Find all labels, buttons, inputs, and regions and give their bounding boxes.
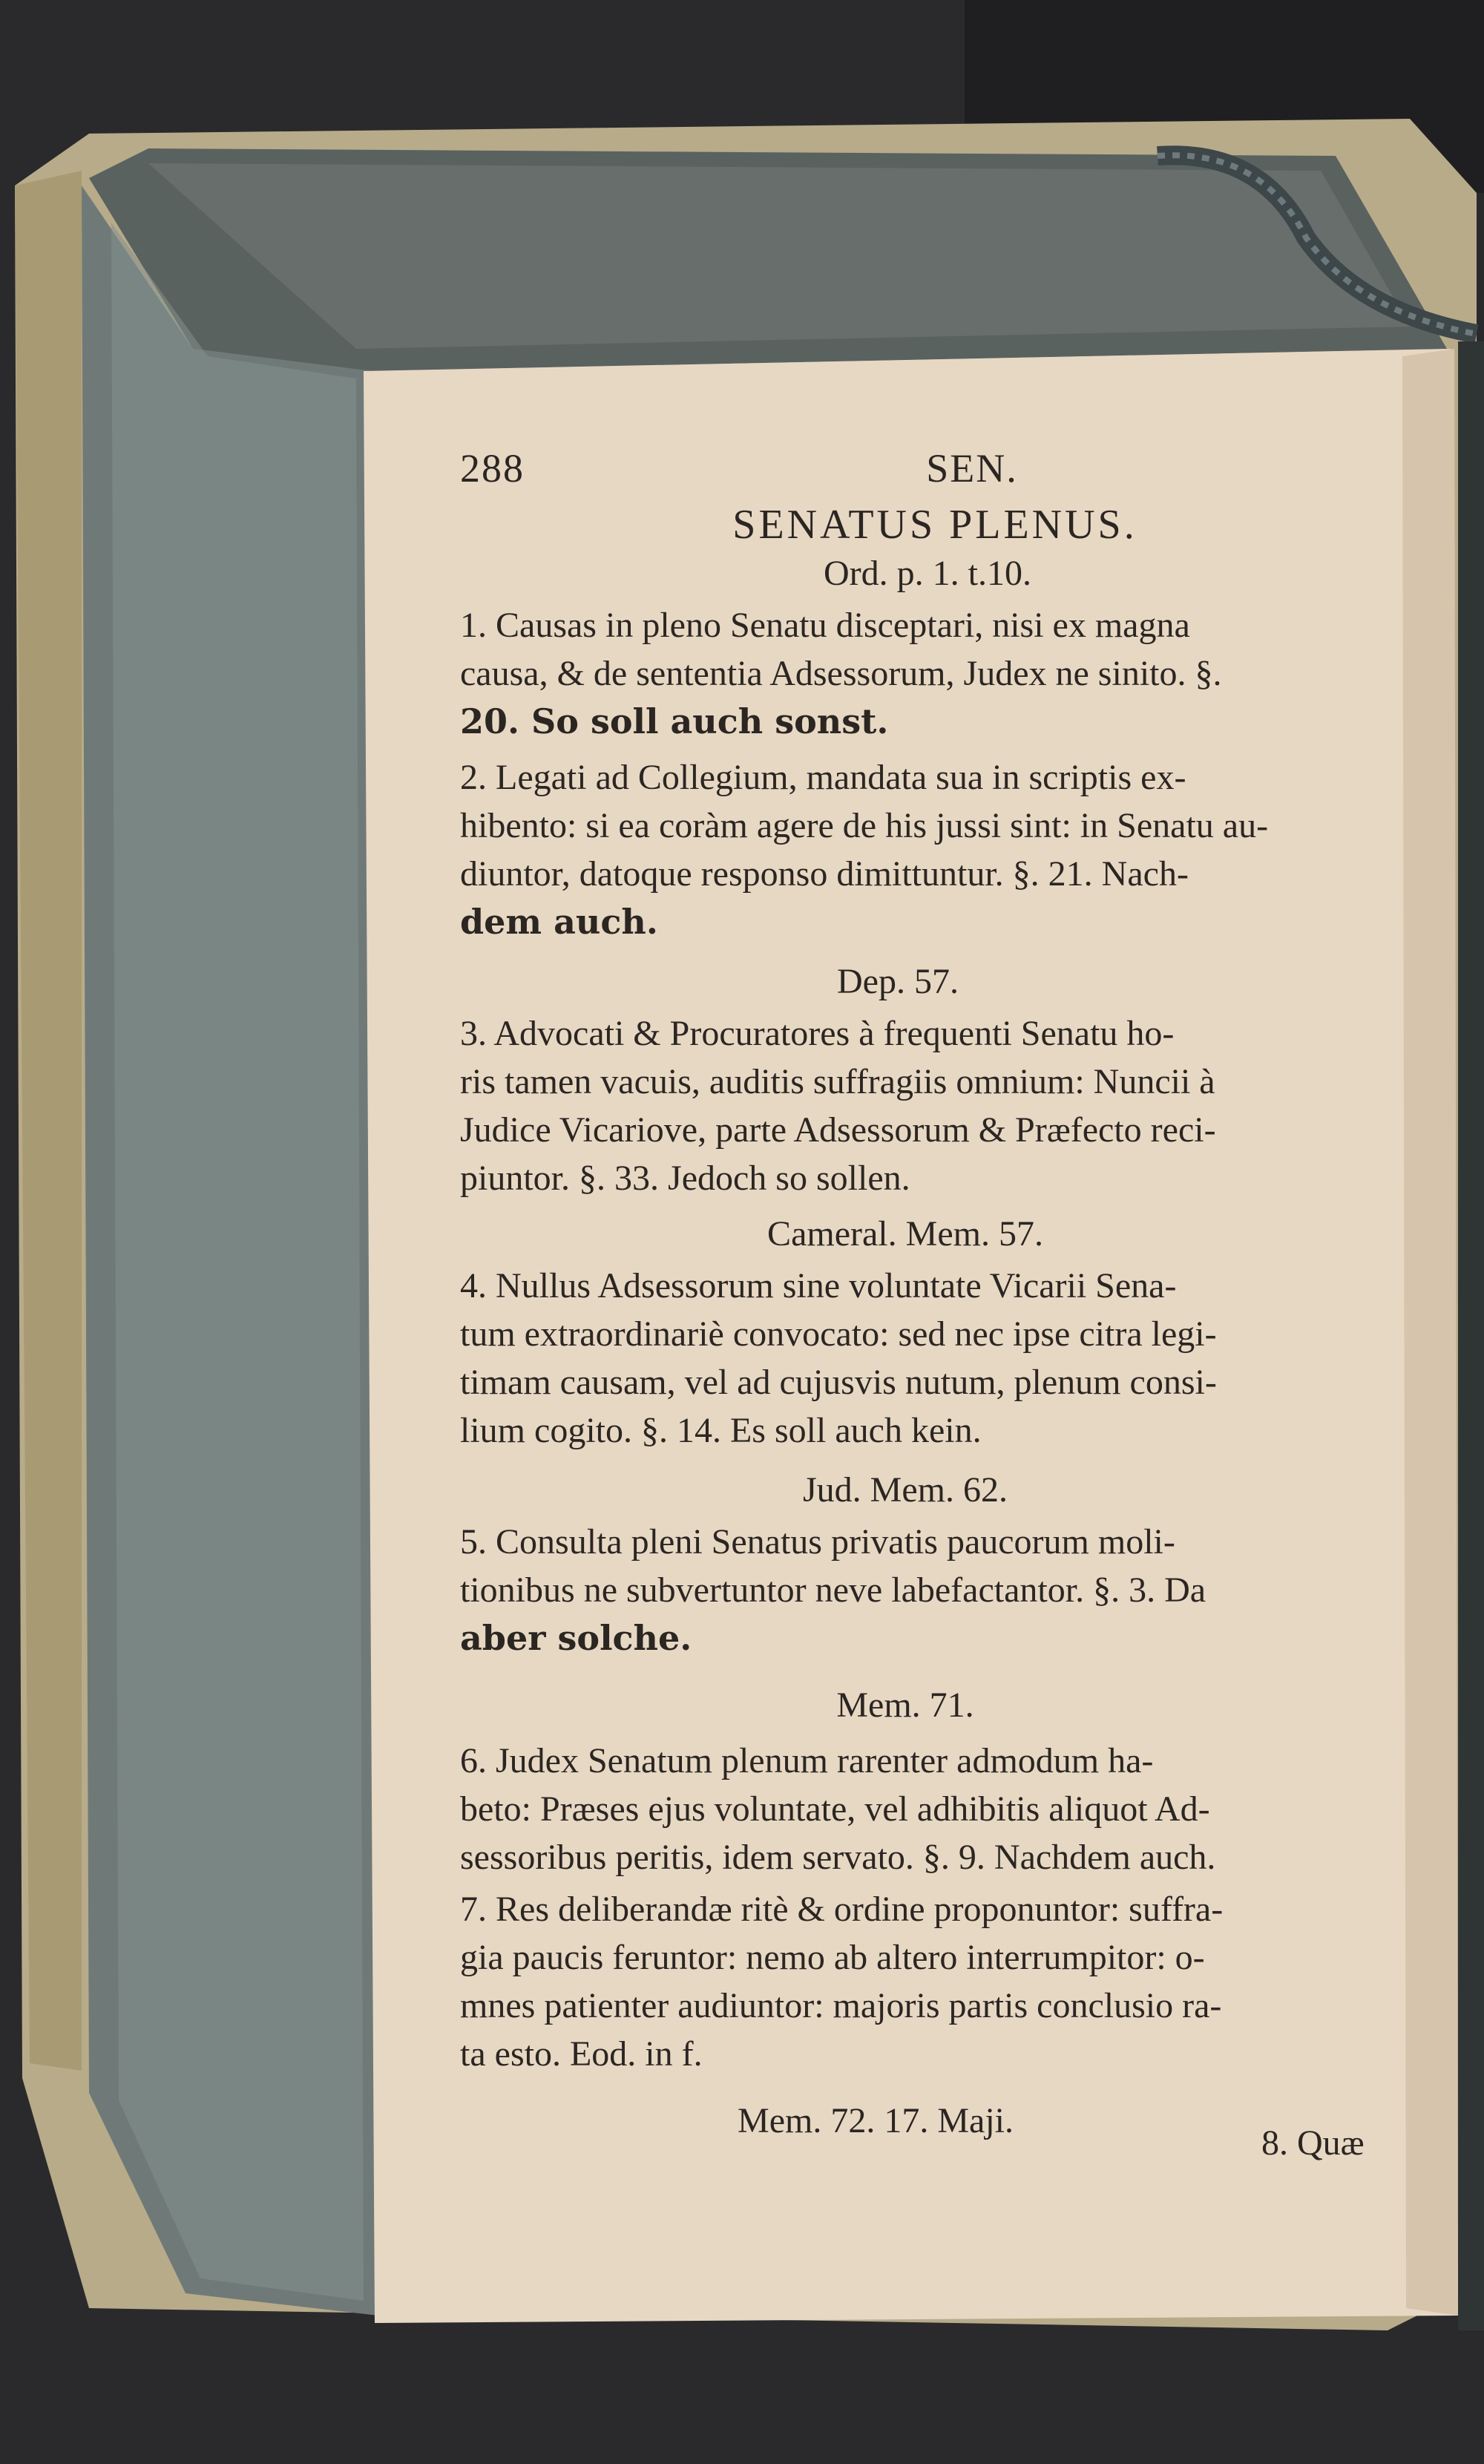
section-title: SENATUS PLENUS. bbox=[732, 502, 1137, 548]
entry-6-line-2: beto: Præses ejus voluntate, vel adhibitis aliquot Ad- bbox=[460, 1789, 1210, 1829]
reference: Cameral. Mem. 57. bbox=[767, 1214, 1043, 1254]
page-number: 288 bbox=[460, 446, 525, 491]
catchword: 8. Quæ bbox=[1261, 2123, 1365, 2163]
entry-2-line-2: hibento: si ea coràm agere de his jussi sint: in Senatu au- bbox=[460, 806, 1269, 845]
reference: Mem. 72. 17. Maji. bbox=[738, 2101, 1014, 2140]
reference: Mem. 71. bbox=[836, 1685, 974, 1725]
entry-7-line-1: 7. Res deliberandæ ritè & ordine proponuntor: suffra- bbox=[460, 1890, 1224, 1929]
entry-1-line-3: 20. So soll auch sonst. bbox=[460, 701, 889, 741]
entry-3-line-1: 3. Advocati & Procuratores à frequenti Senatu ho- bbox=[460, 1014, 1175, 1053]
entry-4-line-4: lium cogito. §. 14. Es soll auch kein. bbox=[460, 1411, 982, 1450]
entry-5-line-1: 5. Consulta pleni Senatus privatis paucorum moli- bbox=[460, 1522, 1175, 1562]
entry-7-line-4: ta esto. Eod. in f. bbox=[460, 2034, 703, 2074]
entry-2-line-4: dem auch. bbox=[460, 902, 658, 942]
page-text bbox=[460, 416, 1395, 2197]
entry-3-line-3: Judice Vicariove, parte Adsessorum & Præfecto reci- bbox=[460, 1110, 1216, 1150]
reference: Ord. p. 1. t.10. bbox=[824, 554, 1031, 593]
entry-6-line-3: sessoribus peritis, idem servato. §. 9. Nachdem auch. bbox=[460, 1838, 1216, 1877]
running-head: SEN. bbox=[926, 446, 1018, 491]
entry-4-line-2: tum extraordinariè convocato: sed nec ipse citra legi- bbox=[460, 1314, 1217, 1354]
entry-1-line-2: causa, & de sententia Adsessorum, Judex ne sinito. §. bbox=[460, 654, 1222, 693]
entry-7-line-2: gia paucis feruntor: nemo ab altero interrumpitor: o- bbox=[460, 1938, 1205, 1977]
entry-3-line-2: ris tamen vacuis, auditis suffragiis omnium: Nuncii à bbox=[460, 1062, 1215, 1101]
entry-6-line-1: 6. Judex Senatum plenum rarenter admodum ha- bbox=[460, 1741, 1154, 1780]
reference: Dep. 57. bbox=[837, 962, 959, 1001]
entry-7-line-3: mnes patienter audiuntor: majoris partis conclusio ra- bbox=[460, 1986, 1222, 2025]
entry-2-line-1: 2. Legati ad Collegium, mandata sua in scriptis ex- bbox=[460, 758, 1186, 797]
entry-3-line-4: piuntor. §. 33. Jedoch so sollen. bbox=[460, 1159, 910, 1198]
reference: Jud. Mem. 62. bbox=[803, 1470, 1008, 1510]
entry-1-line-1: 1. Causas in pleno Senatu disceptari, nisi ex magna bbox=[460, 606, 1190, 645]
entry-5-line-2: tionibus ne subvertuntor neve labefactantor. §. 3. Da bbox=[460, 1570, 1206, 1610]
entry-4-line-3: timam causam, vel ad cujusvis nutum, plenum consi- bbox=[460, 1363, 1217, 1402]
entry-4-line-1: 4. Nullus Adsessorum sine voluntate Vicarii Sena- bbox=[460, 1266, 1177, 1305]
entry-2-line-3: diuntor, datoque responso dimittuntur. §. 21. Nach- bbox=[460, 854, 1189, 894]
entry-5-line-3: aber solche. bbox=[460, 1618, 692, 1658]
